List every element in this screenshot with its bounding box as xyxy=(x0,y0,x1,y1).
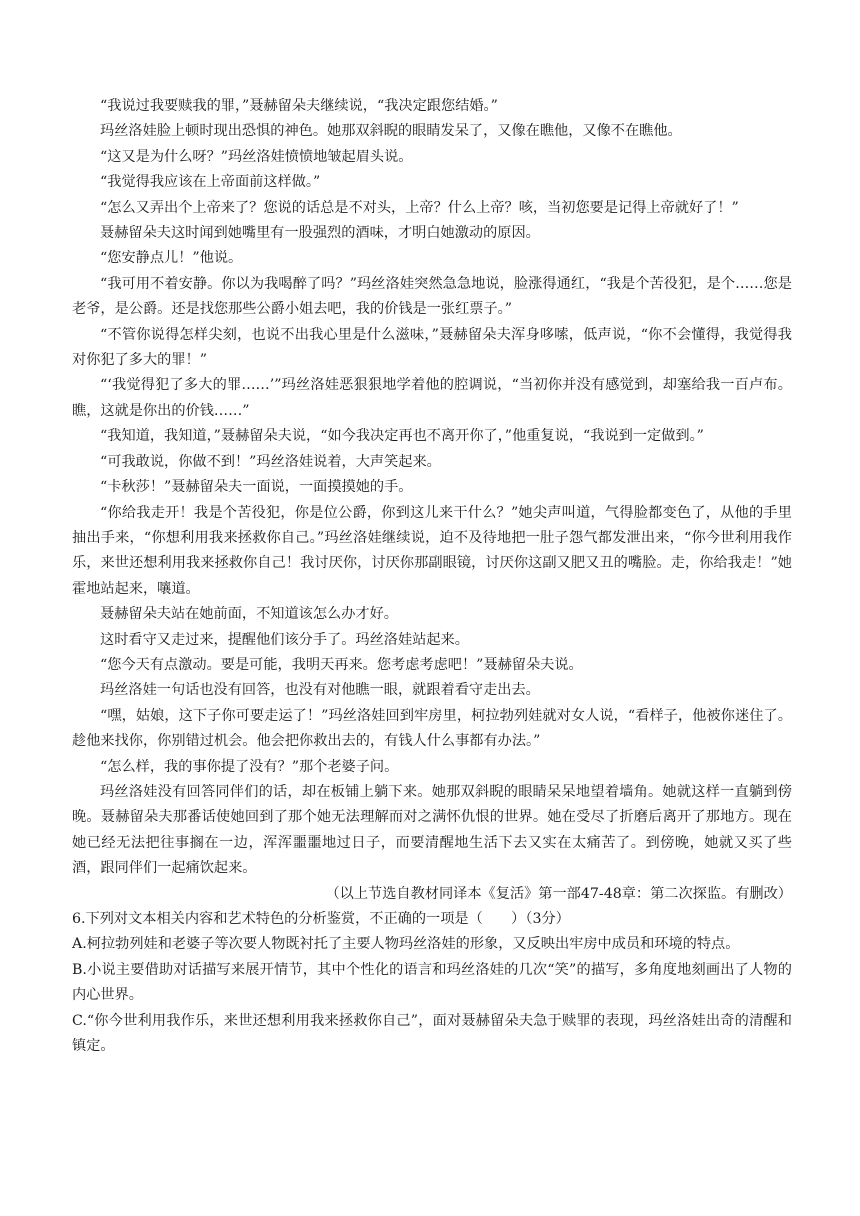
paragraph-16: 这时看守又走过来，提醒他们该分手了。玛丝洛娃站起来。 xyxy=(100,631,469,648)
paragraph-21: 玛丝洛娃没有回答同伴们的话，却在板铺上躺下来。她那双斜睨的眼睛呆呆地望着墙角。她就这样一直躺到傍晚。聂赫留朵夫那番话使她回到了那个她无法理解而对之满怀仇恨的世界。她在受尽了折磨后离开了那地方。现在她已经无法把往事搁在一边，浑浑噩噩地过日子，而要清醒地生活下去又实在太痛苦了。到傍晚，她就又买了些酒，跟同伴们一起痛饮起来。 xyxy=(72,783,792,877)
paragraph-2: 玛丝洛娃脸上顿时现出恐惧的神色。她那双斜睨的眼睛发呆了，又像在瞧他，又像不在瞧他。 xyxy=(100,123,682,140)
paragraph-17: “您今天有点激动。要是可能，我明天再来。您考虑考虑吧！”聂赫留朵夫说。 xyxy=(100,656,583,673)
paragraph-19: “嘿，姑娘，这下子你可要走运了！”玛丝洛娃回到牢房里，柯拉勃列娃就对女人说，“看样子，他被你迷住了。趁他来找你，你别错过机会。他会把你救出去的，有钱人什么事都有办法。” xyxy=(72,707,792,750)
document-page xyxy=(72,94,792,1059)
paragraph-9: “不管你说得怎样尖刻，也说不出我心里是什么滋味，”聂赫留朵夫浑身哆嗦，低声说，“你不会懂得，我觉得我对你犯了多大的罪！” xyxy=(72,326,792,369)
question-stem: 6.下列对文本相关内容和艺术特色的分析鉴赏，不正确的一项是（ ）（3分） xyxy=(72,911,570,927)
paragraph-13: “卡秋莎！”聂赫留朵夫一面说，一面摸摸她的手。 xyxy=(100,479,413,496)
paragraph-4: “我觉得我应该在上帝面前这样做。” xyxy=(100,174,321,191)
paragraph-10: “‘我觉得犯了多大的罪……’”玛丝洛娃恶狠狠地学着他的腔调说，“当初你并没有感觉到，却塞给我一百卢布。瞧，这就是你出的价钱……” xyxy=(72,377,792,419)
source-citation: （以上节选自教材同译本《复活》第一部47-48章：第二次探监。有删改） xyxy=(325,885,792,902)
paragraph-11: “我知道，我知道，”聂赫留朵夫说，“如今我决定再也不离开你了，”他重复说，“我说到一定做到。” xyxy=(100,428,704,445)
option-a: A.柯拉勃列娃和老婆子等次要人物既衬托了主要人物玛丝洛娃的形象，又反映出牢房中成员和环境的特点。 xyxy=(72,936,740,953)
paragraph-12: “可我敢说，你做不到！”玛丝洛娃说着，大声笑起来。 xyxy=(100,453,441,470)
paragraph-7: “您安静点儿！”他说。 xyxy=(100,250,243,267)
paragraph-6: 聂赫留朵夫这时闻到她嘴里有一股强烈的酒味，才明白她激动的原因。 xyxy=(100,225,540,242)
paragraph-5: “怎么又弄出个上帝来了？您说的话总是不对头，上帝？什么上帝？咳，当初您要是记得上帝就好了！” xyxy=(100,199,739,216)
paragraph-20: “怎么样，我的事你提了没有？”那个老婆子问。 xyxy=(100,758,399,775)
option-c: C.“你今世利用我作乐，来世还想利用我来拯救你自己”，面对聂赫留朵夫急于赎罪的表现，玛丝洛娃出奇的清醒和镇定。 xyxy=(72,1012,792,1055)
paragraph-15: 聂赫留朵夫站在她前面，不知道该怎么办才好。 xyxy=(100,606,398,623)
paragraph-1: “我说过我要赎我的罪，”聂赫留朵夫继续说，“我决定跟您结婚。” xyxy=(100,98,498,114)
paragraph-18: 玛丝洛娃一句话也没有回答，也没有对他瞧一眼，就跟着看守走出去。 xyxy=(100,682,540,699)
paragraph-14: “你给我走开！我是个苦役犯，你是位公爵，你到这儿来干什么？”她尖声叫道，气得脸都变色了，从他的手里抽出手来，“你想利用我来拯救你自己。”玛丝洛娃继续说，迫不及待地把一肚子怨气都发泄出来，“你今世利用我作乐，来世还想利用我来拯救你自己！我讨厌你，讨厌你那副眼镜，讨厌你这副又肥又丑的嘴脸。走，你给我走！”她霍地站起来，嚷道。 xyxy=(72,504,792,597)
paragraph-8: “我可用不着安静。你以为我喝醉了吗？”玛丝洛娃突然急急地说，脸涨得通红，“我是个苦役犯，是个……您是老爷，是公爵。还是找您那些公爵小姐去吧，我的价钱是一张红票子。” xyxy=(72,275,792,318)
paragraph-3: “这又是为什么呀？”玛丝洛娃愤愤地皱起眉头说。 xyxy=(100,148,413,165)
option-b: B.小说主要借助对话描写来展开情节，其中个性化的语言和玛丝洛娃的几次“笑”的描写，多角度地刻画出了人物的内心世界。 xyxy=(72,961,792,1004)
